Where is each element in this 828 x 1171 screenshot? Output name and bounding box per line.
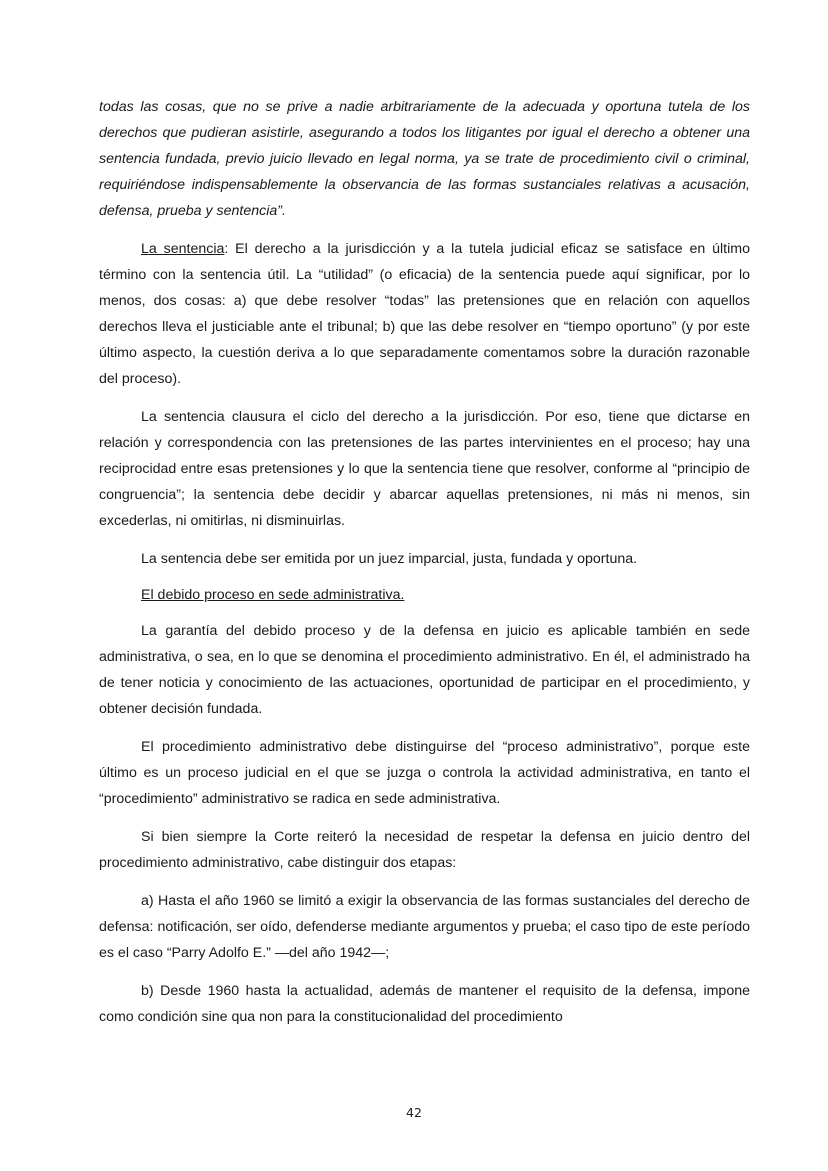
paragraph-garantia-debido-proceso: La garantía del debido proceso y de la defensa en juicio es aplicable también en sede administrativa, o sea, en lo que se denomina el procedimiento administrativo. En él, el administrado ha de tener noticia y conocimiento de las actuaciones, oportunidad de participar en el procedimiento, y obtener decisión fundada. [99, 623, 750, 717]
paragraph-juez-imparcial: La sentencia debe ser emitida por un juez imparcial, justa, fundada y oportuna. [141, 551, 638, 567]
section-heading-sentencia: La sentencia [141, 241, 225, 257]
section-heading-sede-administrativa-text: El debido proceso en sede administrativa. [141, 587, 405, 603]
paragraph-sentencia-text: : El derecho a la jurisdicción y a la tutela judicial eficaz se satisface en último término con la sentencia útil. La “utilidad” (o eficacia) de la sentencia puede aquí significar, por lo menos, dos cosas: a) que debe resolver “todas” las pretensiones que en relación con aquellos derechos lleva el justiciable ante el tribunal; b) que las debe resolver en “tiempo oportuno” (y por este último aspecto, la cuestión deriva a lo que separadamente comentamos sobre la duración razonable del proceso). [99, 241, 750, 387]
paragraph-corte-etapas: Si bien siempre la Corte reiteró la necesidad de respetar la defensa en juicio dentro del procedimiento administrativo, cabe distinguir dos etapas: [99, 829, 750, 871]
paragraph-etapa-b: b) Desde 1960 hasta la actualidad, además de mantener el requisito de la defensa, impone como condición sine qua non para la constitucionalidad del procedimiento [99, 983, 750, 1025]
paragraph-quote-continuation: todas las cosas, que no se prive a nadie arbitrariamente de la adecuada y oportuna tutela de los derechos que pudieran asistirle, asegurando a todos los litigantes por igual el derecho a obtener una sentencia fundada, previo juicio llevado en legal norma, ya se trate de procedimiento civil o criminal, requiriéndose indispensablemente la observancia de las formas sustanciales relativas a acusación, defensa, prueba y sentencia”. [99, 99, 750, 219]
paragraph-ciclo-jurisdiccion: La sentencia clausura el ciclo del derecho a la jurisdicción. Por eso, tiene que dictarse en relación y correspondencia con las pretensiones de las partes intervinientes en el proceso; hay una reciprocidad entre esas pretensiones y lo que la sentencia tiene que resolver, conforme al “principio de congruencia”; la sentencia debe decidir y abarcar aquellas pretensiones, ni más ni menos, sin excederlas, ni omitirlas, ni disminuirlas. [99, 409, 750, 529]
paragraph-procedimiento-administrativo: El procedimiento administrativo debe distinguirse del “proceso administrativo”, porque este último es un proceso judicial en el que se juzga o controla la actividad administrativa, en tanto el “procedimiento” administrativo se radica en sede administrativa. [99, 739, 750, 807]
paragraph-etapa-a: a) Hasta el año 1960 se limitó a exigir la observancia de las formas sustanciales del derecho de defensa: notificación, ser oído, defenderse mediante argumentos y prueba; el caso tipo de este período es el caso “Parry Adolfo E.” —del año 1942—; [99, 893, 750, 961]
section-heading-sede-administrativa [99, 582, 750, 608]
page-number: 42 [406, 1105, 422, 1120]
paragraph-sentencia [99, 236, 750, 392]
page-body [99, 94, 750, 1030]
